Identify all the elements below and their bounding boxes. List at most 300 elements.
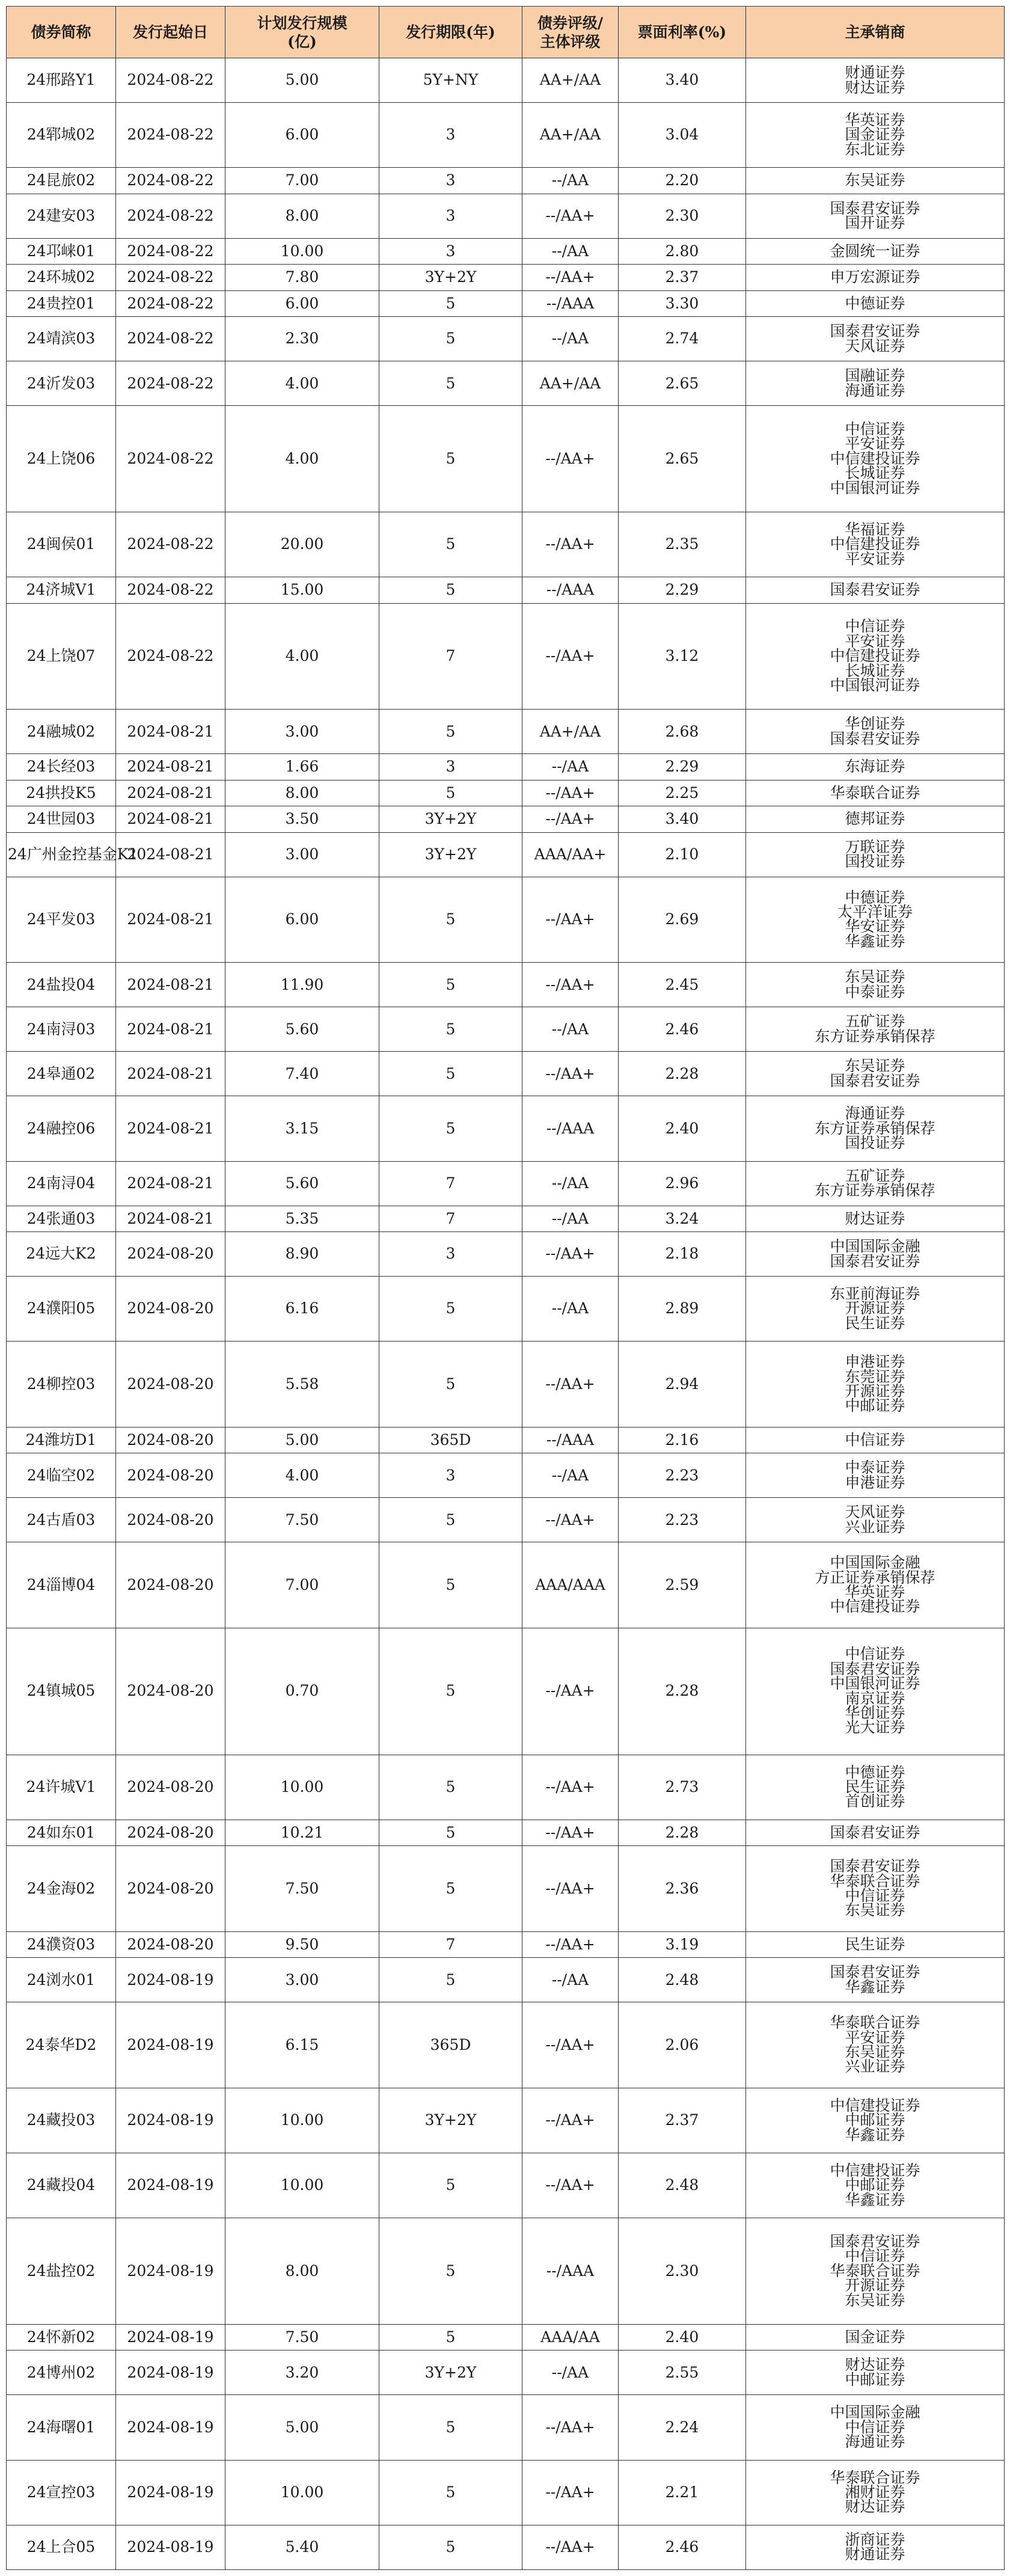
- issue-date-cell: 2024-08-21: [116, 877, 225, 962]
- issue-date-cell: 2024-08-19: [116, 2088, 225, 2153]
- term-cell: 5: [379, 1820, 522, 1845]
- rating-cell: --/AA+: [522, 1755, 619, 1820]
- issue-date-cell: 2024-08-22: [116, 265, 225, 290]
- bond-name-cell: 24上饶06: [7, 406, 116, 512]
- table-row: [7, 806, 1005, 832]
- bond-name-cell: 24邢路Y1: [7, 58, 116, 103]
- issue-size-cell: 6.00: [225, 877, 379, 962]
- underwriter-name: 国泰君安证券: [830, 1963, 920, 1981]
- issue-date-cell: 2024-08-19: [116, 2002, 225, 2088]
- table-row: [7, 1755, 1005, 1820]
- table-row: [7, 1427, 1005, 1453]
- underwriters-cell: [746, 754, 1005, 780]
- underwriter-name: 国泰君安证券: [830, 581, 920, 599]
- coupon-rate-cell: 2.68: [619, 710, 746, 754]
- issue-size-cell: 10.21: [225, 1820, 379, 1845]
- underwriter-name: 华英证券: [845, 111, 905, 129]
- underwriter-name: 湘财证券: [845, 2483, 905, 2501]
- coupon-rate-cell: 2.36: [619, 1846, 746, 1931]
- underwriters-cell: [746, 361, 1005, 406]
- underwriters-cell: [746, 58, 1005, 103]
- rating-cell: --/AA+: [522, 2088, 619, 2153]
- underwriter-name: 国泰君安证券: [830, 2233, 920, 2250]
- coupon-rate-cell: 2.28: [619, 1628, 746, 1755]
- underwriter-name: 中邮证券: [845, 2176, 905, 2194]
- underwriter-name: 东吴证券: [845, 968, 905, 986]
- term-cell: 3: [379, 194, 522, 238]
- underwriter-name: 财达证券: [845, 2498, 905, 2516]
- table-row: [7, 1161, 1005, 1206]
- header-issue-size: 计划发行规模 (亿): [225, 7, 379, 58]
- rating-cell: --/AA+: [522, 1846, 619, 1931]
- underwriters-cell: [746, 1498, 1005, 1542]
- issue-date-cell: 2024-08-20: [116, 1628, 225, 1755]
- underwriter-name: 中信建投证券: [830, 647, 920, 665]
- table-row: [7, 1342, 1005, 1427]
- issue-date-cell: 2024-08-19: [116, 2324, 225, 2350]
- table-row: [7, 2525, 1005, 2569]
- coupon-rate-cell: 2.21: [619, 2460, 746, 2525]
- coupon-rate-cell: 2.30: [619, 194, 746, 238]
- term-cell: 5: [379, 2525, 522, 2569]
- underwriter-name: 东方证券承销保荐: [815, 1119, 935, 1137]
- underwriter-name: 平安证券: [845, 632, 905, 650]
- table-row: [7, 832, 1005, 877]
- table-row: [7, 317, 1005, 361]
- bond-name-cell: 24藏投03: [7, 2088, 116, 2153]
- underwriter-name: 万联证券: [845, 838, 905, 856]
- underwriters-cell: [746, 1052, 1005, 1096]
- header-underwriters: 主承销商: [746, 7, 1005, 58]
- coupon-rate-cell: 2.59: [619, 1542, 746, 1628]
- term-cell: 5: [379, 512, 522, 577]
- issue-size-cell: 5.00: [225, 58, 379, 103]
- table-row: [7, 103, 1005, 168]
- table-row: [7, 754, 1005, 780]
- underwriters-cell: [746, 1958, 1005, 2002]
- bond-name-cell: 24上合05: [7, 2525, 116, 2569]
- coupon-rate-cell: 2.65: [619, 361, 746, 406]
- rating-cell: --/AA+: [522, 2153, 619, 2218]
- underwriters-cell: [746, 168, 1005, 194]
- issue-size-cell: 5.00: [225, 1427, 379, 1453]
- coupon-rate-cell: 2.55: [619, 2351, 746, 2395]
- issue-size-cell: 2.30: [225, 317, 379, 361]
- table-row: [7, 194, 1005, 238]
- rating-cell: --/AA+: [522, 1232, 619, 1277]
- term-cell: 3: [379, 168, 522, 194]
- underwriter-name: 国金证券: [845, 126, 905, 144]
- issue-date-cell: 2024-08-21: [116, 1096, 225, 1161]
- underwriters-cell: [746, 1232, 1005, 1277]
- underwriter-name: 海通证券: [845, 2433, 905, 2451]
- rating-cell: AAA/AA: [522, 2324, 619, 2350]
- table-body: [7, 58, 1005, 2570]
- coupon-rate-cell: 2.18: [619, 1232, 746, 1277]
- underwriter-name: 东吴证券: [845, 1057, 905, 1075]
- rating-cell: --/AA: [522, 1007, 619, 1052]
- term-cell: 5: [379, 1755, 522, 1820]
- table-row: [7, 238, 1005, 264]
- bond-name-cell: 24闽侯01: [7, 512, 116, 577]
- underwriter-name: 海通证券: [845, 381, 905, 399]
- issue-size-cell: 6.00: [225, 103, 379, 168]
- underwriter-name: 东吴证券: [845, 2043, 905, 2061]
- underwriter-name: 浙商证券: [845, 2531, 905, 2548]
- underwriter-name: 华创证券: [845, 715, 905, 733]
- coupon-rate-cell: 2.73: [619, 1755, 746, 1820]
- underwriters-cell: [746, 577, 1005, 603]
- underwriters-cell: [746, 103, 1005, 168]
- underwriter-name: 东吴证券: [845, 2291, 905, 2309]
- coupon-rate-cell: 3.24: [619, 1206, 746, 1231]
- issue-size-cell: 5.00: [225, 2395, 379, 2460]
- issue-date-cell: 2024-08-21: [116, 1007, 225, 1052]
- underwriters-cell: [746, 238, 1005, 264]
- issue-date-cell: 2024-08-21: [116, 963, 225, 1007]
- underwriters-cell: [746, 2525, 1005, 2569]
- issue-date-cell: 2024-08-22: [116, 361, 225, 406]
- rating-cell: --/AA+: [522, 806, 619, 832]
- coupon-rate-cell: 2.29: [619, 577, 746, 603]
- rating-cell: AAA/AAA: [522, 1542, 619, 1628]
- underwriter-name: 华福证券: [845, 520, 905, 538]
- underwriter-name: 国融证券: [845, 367, 905, 385]
- underwriters-cell: [746, 1277, 1005, 1342]
- issue-size-cell: 6.00: [225, 290, 379, 316]
- issue-date-cell: 2024-08-22: [116, 603, 225, 710]
- issue-size-cell: 7.00: [225, 1542, 379, 1628]
- underwriter-name: 中信证券: [845, 2418, 905, 2436]
- coupon-rate-cell: 2.28: [619, 1052, 746, 1096]
- underwriters-cell: [746, 265, 1005, 290]
- rating-cell: --/AA+: [522, 603, 619, 710]
- underwriter-name: 中国银河证券: [830, 479, 920, 497]
- issue-date-cell: 2024-08-19: [116, 2218, 225, 2325]
- header-issue-date: 发行起始日: [116, 7, 225, 58]
- term-cell: 5: [379, 2153, 522, 2218]
- term-cell: 5: [379, 1958, 522, 2002]
- underwriter-name: 国泰君安证券: [830, 199, 920, 217]
- coupon-rate-cell: 2.40: [619, 1096, 746, 1161]
- rating-cell: --/AA+: [522, 780, 619, 806]
- term-cell: 5: [379, 577, 522, 603]
- table-row: [7, 1096, 1005, 1161]
- coupon-rate-cell: 2.30: [619, 2218, 746, 2325]
- issue-date-cell: 2024-08-19: [116, 1958, 225, 2002]
- issue-size-cell: 11.90: [225, 963, 379, 1007]
- underwriter-name: 中信建投证券: [830, 535, 920, 553]
- term-cell: 5: [379, 2218, 522, 2325]
- underwriter-name: 国投证券: [845, 853, 905, 871]
- issue-date-cell: 2024-08-21: [116, 1206, 225, 1231]
- rating-cell: --/AA+: [522, 1498, 619, 1542]
- issue-date-cell: 2024-08-21: [116, 806, 225, 832]
- issue-size-cell: 4.00: [225, 603, 379, 710]
- issue-date-cell: 2024-08-22: [116, 317, 225, 361]
- underwriter-name: 金圆统一证券: [830, 242, 920, 260]
- term-cell: 5: [379, 2460, 522, 2525]
- underwriter-name: 长城证券: [845, 464, 905, 482]
- bond-name-cell: 24南浔03: [7, 1007, 116, 1052]
- underwriters-cell: [746, 603, 1005, 710]
- header-rating: 债券评级/ 主体评级: [522, 7, 619, 58]
- bond-name-cell: 24怀新02: [7, 2324, 116, 2350]
- rating-cell: --/AAA: [522, 1096, 619, 1161]
- underwriters-cell: [746, 1007, 1005, 1052]
- term-cell: 5: [379, 1277, 522, 1342]
- bond-name-cell: 24潍坊D1: [7, 1427, 116, 1453]
- underwriter-name: 东莞证券: [845, 1367, 905, 1385]
- issue-date-cell: 2024-08-20: [116, 1427, 225, 1453]
- bond-name-cell: 24建安03: [7, 194, 116, 238]
- term-cell: 3Y+2Y: [379, 832, 522, 877]
- bond-name-cell: 24济城V1: [7, 577, 116, 603]
- underwriter-name: 五矿证券: [845, 1013, 905, 1031]
- term-cell: 5: [379, 406, 522, 512]
- term-cell: 3Y+2Y: [379, 2088, 522, 2153]
- issue-date-cell: 2024-08-20: [116, 1931, 225, 1957]
- issue-size-cell: 15.00: [225, 577, 379, 603]
- issue-size-cell: 10.00: [225, 1755, 379, 1820]
- underwriter-name: 开源证券: [845, 1299, 905, 1317]
- coupon-rate-cell: 2.28: [619, 1820, 746, 1845]
- issue-date-cell: 2024-08-21: [116, 710, 225, 754]
- underwriter-name: 东亚前海证券: [830, 1285, 920, 1303]
- term-cell: 3: [379, 1232, 522, 1277]
- underwriter-name: 国投证券: [845, 1134, 905, 1152]
- issue-size-cell: 5.35: [225, 1206, 379, 1231]
- bond-name-cell: 24海曙01: [7, 2395, 116, 2460]
- rating-cell: --/AA: [522, 238, 619, 264]
- table-row: [7, 2088, 1005, 2153]
- rating-cell: --/AA+: [522, 194, 619, 238]
- underwriter-name: 民生证券: [845, 1778, 905, 1796]
- rating-cell: --/AA: [522, 1161, 619, 1206]
- table-row: [7, 2324, 1005, 2350]
- underwriter-name: 东吴证券: [845, 171, 905, 189]
- term-cell: 3: [379, 1453, 522, 1498]
- underwriters-cell: [746, 2395, 1005, 2460]
- bond-name-cell: 24远大K2: [7, 1232, 116, 1277]
- rating-cell: --/AA: [522, 2351, 619, 2395]
- table-row: [7, 877, 1005, 962]
- term-cell: 365D: [379, 1427, 522, 1453]
- underwriters-cell: [746, 1755, 1005, 1820]
- term-cell: 3Y+2Y: [379, 265, 522, 290]
- table-row: [7, 2218, 1005, 2325]
- underwriter-name: 五矿证券: [845, 1167, 905, 1185]
- rating-cell: --/AA+: [522, 406, 619, 512]
- issue-size-cell: 5.58: [225, 1342, 379, 1427]
- issue-date-cell: 2024-08-21: [116, 754, 225, 780]
- bond-name-cell: 24藏投04: [7, 2153, 116, 2218]
- underwriter-name: 华泰联合证券: [830, 2262, 920, 2280]
- bond-name-cell: 24平发03: [7, 877, 116, 962]
- issue-date-cell: 2024-08-21: [116, 1052, 225, 1096]
- term-cell: 5: [379, 290, 522, 316]
- underwriters-cell: [746, 1427, 1005, 1453]
- underwriter-name: 财通证券: [845, 2545, 905, 2563]
- issue-date-cell: 2024-08-22: [116, 168, 225, 194]
- underwriter-name: 华安证券: [845, 918, 905, 936]
- rating-cell: --/AA+: [522, 265, 619, 290]
- term-cell: 5: [379, 1628, 522, 1755]
- coupon-rate-cell: 2.06: [619, 2002, 746, 2088]
- issue-size-cell: 8.00: [225, 2218, 379, 2325]
- table-row: [7, 1846, 1005, 1931]
- term-cell: 5: [379, 2324, 522, 2350]
- issue-size-cell: 10.00: [225, 2153, 379, 2218]
- table-row: [7, 1498, 1005, 1542]
- rating-cell: --/AA+: [522, 2525, 619, 2569]
- issue-date-cell: 2024-08-22: [116, 238, 225, 264]
- table-row: [7, 290, 1005, 316]
- bond-name-cell: 24上饶07: [7, 603, 116, 710]
- table-row: [7, 1542, 1005, 1628]
- bond-name-cell: 24南浔04: [7, 1161, 116, 1206]
- table-row: [7, 1958, 1005, 2002]
- underwriter-name: 东北证券: [845, 140, 905, 158]
- table-row: [7, 1931, 1005, 1957]
- rating-cell: --/AA+: [522, 963, 619, 1007]
- underwriters-cell: [746, 1342, 1005, 1427]
- underwriters-cell: [746, 2351, 1005, 2395]
- issue-date-cell: 2024-08-19: [116, 2351, 225, 2395]
- underwriter-name: 平安证券: [845, 2028, 905, 2046]
- rating-cell: --/AAA: [522, 290, 619, 316]
- underwriter-name: 华泰联合证券: [830, 2468, 920, 2486]
- issue-date-cell: 2024-08-21: [116, 832, 225, 877]
- table-row: [7, 265, 1005, 290]
- underwriters-cell: [746, 1096, 1005, 1161]
- underwriters-cell: [746, 1931, 1005, 1957]
- underwriter-name: 华泰联合证券: [830, 2014, 920, 2032]
- underwriter-name: 东吴证券: [845, 1901, 905, 1919]
- coupon-rate-cell: 2.80: [619, 238, 746, 264]
- coupon-rate-cell: 2.48: [619, 2153, 746, 2218]
- issue-date-cell: 2024-08-21: [116, 1161, 225, 1206]
- issue-size-cell: 10.00: [225, 238, 379, 264]
- rating-cell: --/AA+: [522, 512, 619, 577]
- issue-size-cell: 5.60: [225, 1007, 379, 1052]
- underwriter-name: 申万宏源证券: [830, 268, 920, 286]
- underwriters-cell: [746, 2153, 1005, 2218]
- issue-size-cell: 3.15: [225, 1096, 379, 1161]
- underwriter-name: 中德证券: [845, 888, 905, 906]
- issue-date-cell: 2024-08-20: [116, 1342, 225, 1427]
- term-cell: 5: [379, 1007, 522, 1052]
- bond-name-cell: 24浏水01: [7, 1958, 116, 2002]
- issue-date-cell: 2024-08-21: [116, 780, 225, 806]
- underwriter-name: 中国银河证券: [830, 676, 920, 695]
- issue-date-cell: 2024-08-19: [116, 2460, 225, 2525]
- term-cell: 5Y+NY: [379, 58, 522, 103]
- rating-cell: --/AA: [522, 168, 619, 194]
- table-row: [7, 1007, 1005, 1052]
- coupon-rate-cell: 2.23: [619, 1498, 746, 1542]
- underwriters-cell: [746, 2218, 1005, 2325]
- bond-name-cell: 24皋通02: [7, 1052, 116, 1096]
- table-row: [7, 1277, 1005, 1342]
- underwriter-name: 申港证券: [845, 1473, 905, 1491]
- underwriter-name: 东方证券承销保荐: [815, 1182, 935, 1200]
- underwriters-cell: [746, 406, 1005, 512]
- rating-cell: --/AA+: [522, 1342, 619, 1427]
- bond-name-cell: 24沂发03: [7, 361, 116, 406]
- rating-cell: --/AA: [522, 1958, 619, 2002]
- issue-size-cell: 7.50: [225, 1498, 379, 1542]
- issue-size-cell: 9.50: [225, 1931, 379, 1957]
- issue-size-cell: 7.50: [225, 1846, 379, 1931]
- underwriters-cell: [746, 2324, 1005, 2350]
- rating-cell: --/AA: [522, 317, 619, 361]
- coupon-rate-cell: 3.30: [619, 290, 746, 316]
- issue-date-cell: 2024-08-20: [116, 1498, 225, 1542]
- underwriter-name: 中泰证券: [845, 1459, 905, 1477]
- term-cell: 3Y+2Y: [379, 806, 522, 832]
- underwriter-name: 长城证券: [845, 661, 905, 679]
- underwriter-name: 华泰联合证券: [830, 1872, 920, 1890]
- table-row: [7, 58, 1005, 103]
- underwriter-name: 兴业证券: [845, 2058, 905, 2076]
- coupon-rate-cell: 2.37: [619, 265, 746, 290]
- issue-date-cell: 2024-08-20: [116, 1453, 225, 1498]
- underwriters-cell: [746, 1542, 1005, 1628]
- coupon-rate-cell: 2.45: [619, 963, 746, 1007]
- underwriter-name: 东方证券承销保荐: [815, 1027, 935, 1045]
- underwriter-name: 申港证券: [845, 1353, 905, 1371]
- header-coupon-rate: 票面利率(%): [619, 7, 746, 58]
- table-row: [7, 1453, 1005, 1498]
- underwriters-cell: [746, 1206, 1005, 1231]
- rating-cell: --/AA+: [522, 1820, 619, 1845]
- underwriter-name: 华鑫证券: [845, 932, 905, 950]
- issue-size-cell: 20.00: [225, 512, 379, 577]
- coupon-rate-cell: 2.20: [619, 168, 746, 194]
- underwriter-name: 国开证券: [845, 214, 905, 232]
- term-cell: 5: [379, 1542, 522, 1628]
- underwriter-name: 方正证券承销保荐: [815, 1568, 935, 1586]
- table-row: [7, 1052, 1005, 1096]
- bond-name-cell: 24濮资03: [7, 1931, 116, 1957]
- coupon-rate-cell: 2.25: [619, 780, 746, 806]
- table-row: [7, 2002, 1005, 2088]
- rating-cell: AA+/AA: [522, 103, 619, 168]
- table-row: [7, 512, 1005, 577]
- coupon-rate-cell: 2.69: [619, 877, 746, 962]
- table-row: [7, 406, 1005, 512]
- bond-name-cell: 24柳控03: [7, 1342, 116, 1427]
- coupon-rate-cell: 2.10: [619, 832, 746, 877]
- underwriter-name: 兴业证券: [845, 1518, 905, 1536]
- rating-cell: AA+/AA: [522, 58, 619, 103]
- bond-name-cell: 24许城V1: [7, 1755, 116, 1820]
- underwriter-name: 太平洋证券: [837, 903, 913, 921]
- underwriters-cell: [746, 194, 1005, 238]
- coupon-rate-cell: 2.48: [619, 1958, 746, 2002]
- term-cell: 5: [379, 780, 522, 806]
- coupon-rate-cell: 2.23: [619, 1453, 746, 1498]
- underwriter-name: 国泰君安证券: [830, 1072, 920, 1090]
- underwriter-name: 德邦证券: [845, 810, 905, 828]
- rating-cell: --/AAA: [522, 1427, 619, 1453]
- term-cell: 5: [379, 710, 522, 754]
- bond-name-cell: 24融城02: [7, 710, 116, 754]
- bond-name-cell: 24如东01: [7, 1820, 116, 1845]
- coupon-rate-cell: 3.40: [619, 58, 746, 103]
- coupon-rate-cell: 3.19: [619, 1931, 746, 1957]
